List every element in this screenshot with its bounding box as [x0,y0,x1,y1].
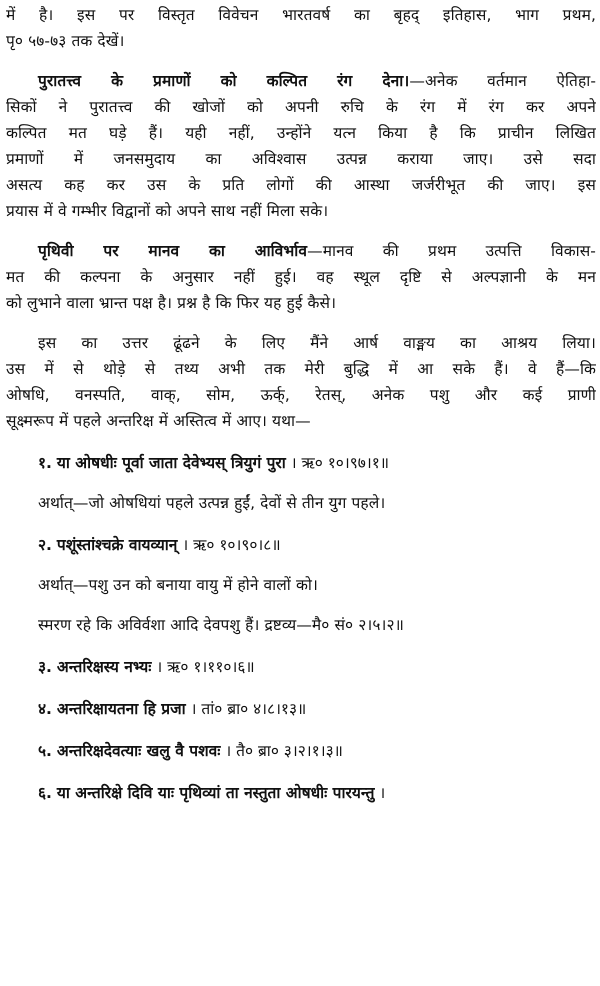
verse-reference: । [379,784,386,802]
verse-reference: । ऋ० १०।९७।१॥ [290,454,390,472]
verse-text: या ओषधीः पूर्वा जाता देवेभ्यस् त्रियुगं पुरा [56,454,286,472]
verse-item [6,654,596,680]
intro-line-1: में है। इस पर विस्तृत विवेचन भारतवर्ष का बृहद्‌ इतिहास, भाग प्रथम, [6,6,596,24]
verse-gloss: अर्थात्—जो ओषधियां पहले उत्पन्न हुईं, देवों से तीन युग पहले। [38,494,386,512]
section-human-origin-heading: पृथिवी पर मानव का आविर्भाव [38,242,308,260]
intro-line-2: पृ० ५७-७३ तक देखें। [6,32,125,50]
section-archaeology-line: सिकों ने पुरातत्त्व की खोजों को अपनी रुचि के रंग में रंग कर अपने [6,98,596,116]
section-archaeology-first-line [6,68,596,94]
section-answer-line: ओषधि, वनस्पति, वाक्, सोम, ऊर्क्, रेतस्, अनेक पशु और कई प्राणी [6,386,596,404]
section-human-origin-line: को लुभाने वाला भ्रान्त पक्ष है। प्रश्न है कि फिर यह हुई कैसे। [6,294,337,312]
section-archaeology [6,68,596,224]
verse-number: ५. [38,742,52,760]
verse-text: अन्तरिक्षायतना हि प्रजा [56,700,186,718]
verse-item [6,532,596,558]
section-answer [6,330,596,434]
verse-item [6,450,596,476]
section-answer-line: उस में से थोड़े से तथ्य अभी तक मेरी बुद्धि में आ सके हैं। वे हैं—कि [6,360,596,378]
verse-number: ६. [38,784,52,802]
verse-text: पशूंस्तांश्चक्रे वायव्यान् [56,536,178,554]
section-answer-line: इस का उत्तर ढूंढने के लिए मैंने आर्ष वाङ्मय का आश्रय लिया। [38,334,596,352]
section-archaeology-line: असत्य कह कर उस के प्रति लोगों की आस्था जर्जरीभूत की जाए। इस [6,176,596,194]
section-answer-line: सूक्ष्मरूप में पहले अन्तरिक्ष में अस्तित्व में आए। यथा— [6,412,311,430]
verse-reference: । ऋ० १।११०।६॥ [156,658,255,676]
verse-item [6,780,596,806]
verse-reference: । ऋ० १०।९०।८॥ [182,536,281,554]
section-human-origin-first-line-rest: —मानव की प्रथम उत्पत्ति विकास- [307,242,596,260]
verse-reference: । तै० ब्रा० ३।२।१।३॥ [225,742,343,760]
verse-note: स्मरण रहे कि अविर्वशा आदि देवपशु हैं। द्रष्टव्य—मै० सं० २।५।२॥ [38,616,405,634]
document-page [6,2,596,806]
verse-number: १. [38,454,52,472]
section-human-origin-first-line [6,238,596,264]
section-archaeology-line: कल्पित मत घड़े हैं। यही नहीं, उन्होंने यत्न किया है कि प्राचीन लिखित [6,124,596,142]
section-human-origin [6,238,596,316]
section-archaeology-line: प्रयास में वे गम्भीर विद्वानों को अपने साथ नहीं मिला सके। [6,202,329,220]
section-archaeology-heading: पुरातत्त्व के प्रमाणों को कल्पित रंग देना। [38,72,410,90]
verse-number: ४. [38,700,52,718]
verse-text: या अन्तरिक्षे दिवि याः पृथिव्यां ता नस्तुता ओषधीः पारयन्तु [56,784,375,802]
section-human-origin-line: मत की कल्पना के अनुसार नहीं हुई। वह स्थूल दृष्टि से अल्पज्ञानी के मन [6,268,596,286]
verse-text: अन्तरिक्षस्य नभ्यः [56,658,152,676]
verse-number: ३. [38,658,52,676]
section-archaeology-line: प्रमाणों में जनसमुदाय का अविश्वास उत्पन्न कराया जाए। उसे सदा [6,150,596,168]
verse-item [6,696,596,722]
verse-reference: । तां० ब्रा० ४।८।१३॥ [190,700,307,718]
verse-text: अन्तरिक्षदेवत्याः खलु वै पशवः [56,742,221,760]
verse-gloss: अर्थात्—पशु उन को बनाया वायु में होने वालों को। [38,576,318,594]
section-archaeology-first-line-rest: —अनेक वर्तमान ऐतिहा- [409,72,596,90]
verse-item [6,738,596,764]
verse-number: २. [38,536,52,554]
